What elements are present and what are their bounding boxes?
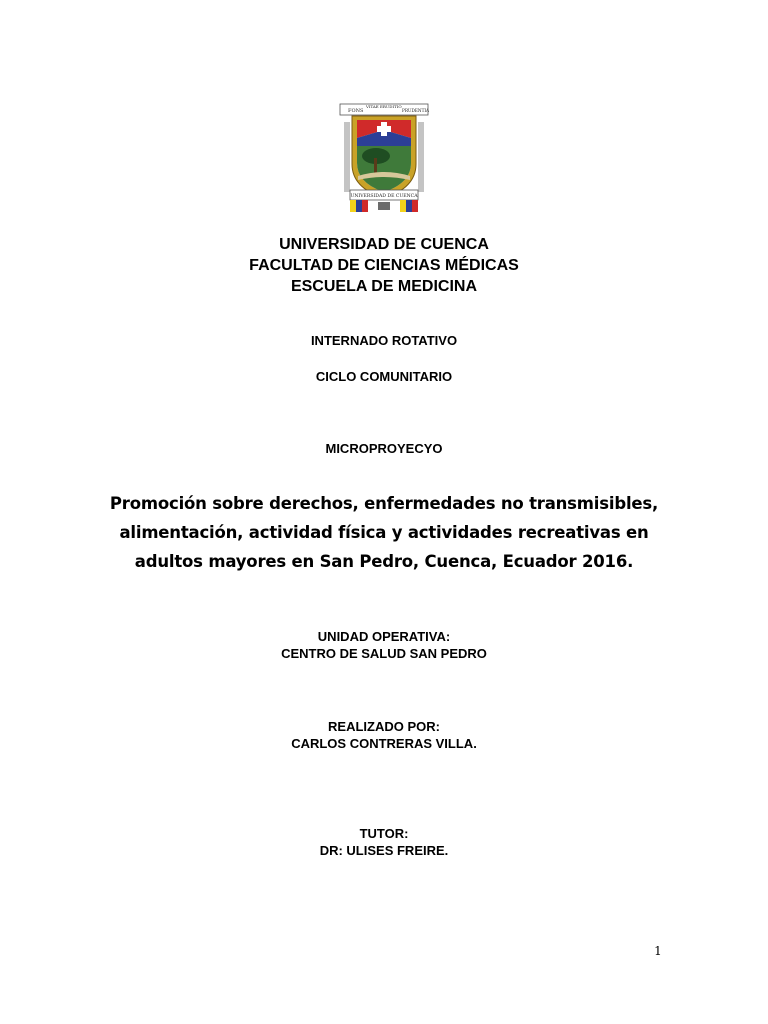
operative-unit-label: UNIDAD OPERATIVA: <box>317 629 451 644</box>
tutor-label: TUTOR: <box>359 826 409 841</box>
author-section <box>0 718 768 752</box>
internship-label: INTERNADO ROTATIVO <box>310 333 458 348</box>
document-type: MICROPROYECYO <box>325 441 443 456</box>
operative-unit <box>0 628 768 662</box>
university-crest-icon <box>336 94 432 216</box>
university-name: UNIVERSIDAD DE CUENCA <box>279 236 489 253</box>
author-label: REALIZADO POR: <box>328 719 440 734</box>
crest-ribbon-text: UNIVERSIDAD DE CUENCA <box>350 194 418 199</box>
crest-banner-center2: ERUDITIO <box>380 104 402 109</box>
tutor-name: DR: ULISES FREIRE. <box>319 843 449 858</box>
crest-banner-left: FONS <box>348 108 364 114</box>
crest-banner-center: VITAE <box>366 104 379 109</box>
crest-banner-right: PRUDENTIA <box>402 108 430 113</box>
page-number: 1 <box>654 944 662 958</box>
cycle-label: CICLO COMUNITARIO <box>315 369 453 384</box>
tutor-section <box>0 825 768 859</box>
operative-unit-value: CENTRO DE SALUD SAN PEDRO <box>281 646 487 661</box>
project-title: Promoción sobre derechos, enfermedades no transmisibles, alimentación, actividad física y actividades recreativas en adultos mayores en San Pedro, Cuenca, Ecuador 2016. <box>109 494 659 571</box>
faculty-name: FACULTAD DE CIENCIAS MÉDICAS <box>249 257 519 274</box>
author-name: CARLOS CONTRERAS VILLA. <box>291 736 477 751</box>
institution-header <box>0 234 768 297</box>
school-name: ESCUELA DE MEDICINA <box>290 278 478 295</box>
